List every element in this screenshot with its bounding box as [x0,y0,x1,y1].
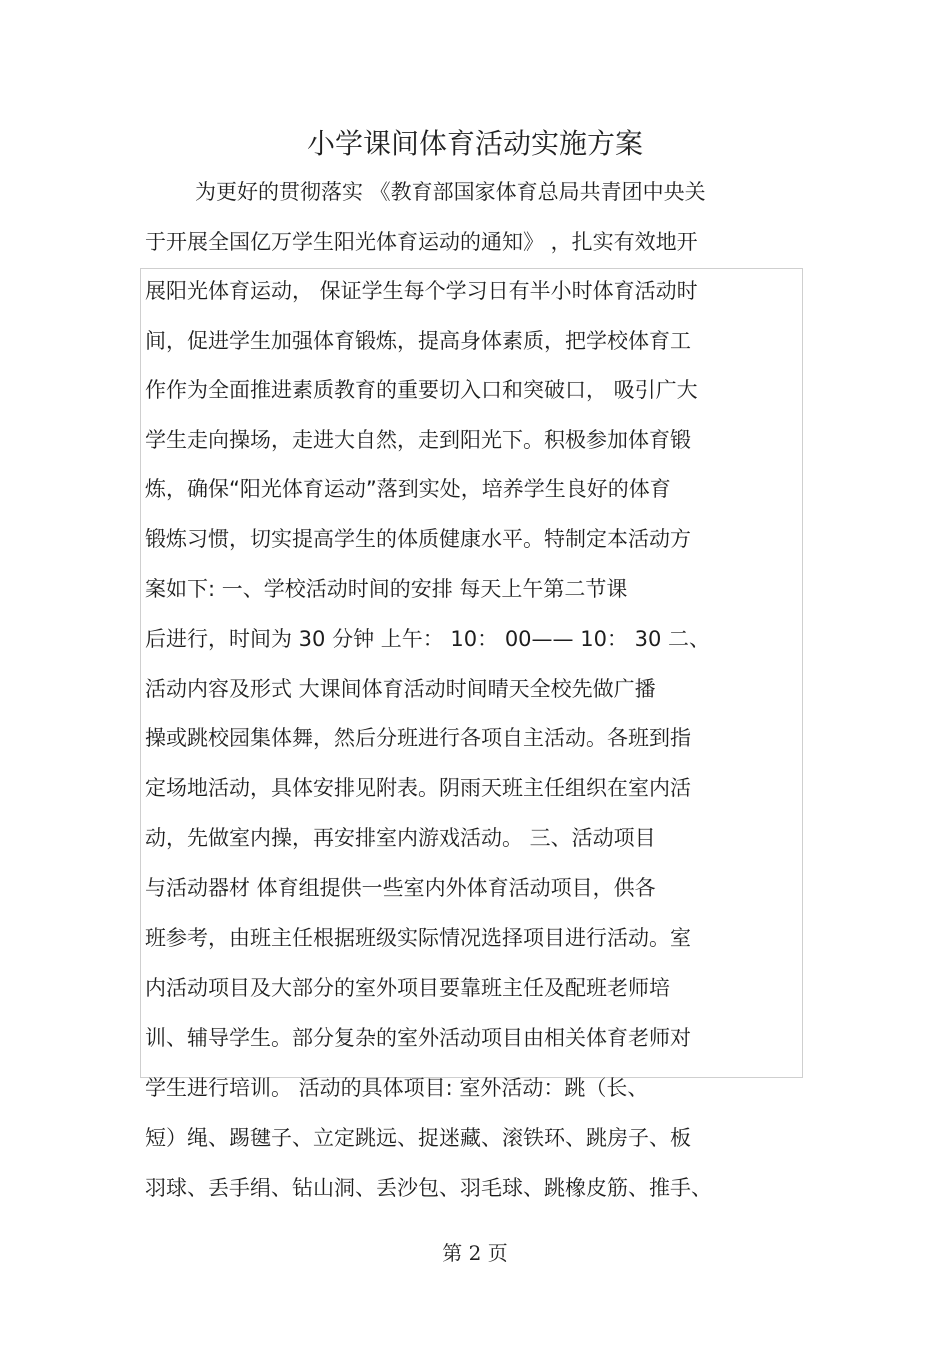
paragraph-line: 为更好的贯彻落实 《教育部国家体育总局共青团中央关 [195,180,706,204]
paragraph-line: 羽球、丢手绢、钻山洞、丢沙包、羽毛球、跳橡皮筋、推手、 [145,1176,712,1200]
paragraph-line: 间，促进学生加强体育锻炼，提高身体素质，把学校体育工 [145,329,691,353]
page-number: 第 2 页 [442,1241,508,1265]
paragraph-line: 训、辅导学生。部分复杂的室外活动项目由相关体育老师对 [145,1026,691,1050]
paragraph-line: 与活动器材 体育组提供一些室内外体育活动项目，供各 [145,876,656,900]
paragraph-line: 作作为全面推进素质教育的重要切入口和突破口， 吸引广大 [145,378,698,402]
document-title: 小学课间体育活动实施方案 [306,127,643,160]
paragraph-line: 活动内容及形式 大课间体育活动时间晴天全校先做广播 [145,677,656,701]
paragraph-line: 案如下: 一、学校活动时间的安排 每天上午第二节课 [145,577,628,601]
paragraph-line: 后进行，时间为 30 分钟 上午： 10： 00—— 10： 30 二、 [145,627,711,651]
paragraph-line: 炼，确保“阳光体育运动”落到实处，培养学生良好的体育 [145,477,671,501]
paragraph-line: 内活动项目及大部分的室外项目要靠班主任及配班老师培 [145,976,670,1000]
paragraph-line: 学生进行培训。 活动的具体项目: 室外活动：跳（长、 [145,1076,649,1100]
paragraph-line: 锻炼习惯，切实提高学生的体质健康水平。特制定本活动方 [145,527,691,551]
paragraph-line: 展阳光体育运动， 保证学生每个学习日有半小时体育活动时 [145,279,698,303]
paragraph-line: 操或跳校园集体舞，然后分班进行各项自主活动。各班到指 [145,726,691,750]
paragraph-line: 定场地活动，具体安排见附表。阴雨天班主任组织在室内活 [145,776,691,800]
paragraph-line: 班参考，由班主任根据班级实际情况选择项目进行活动。室 [145,926,691,950]
paragraph-line: 短）绳、踢毽子、立定跳远、捉迷藏、滚铁环、跳房子、板 [145,1126,691,1150]
paragraph-line: 动，先做室内操，再安排室内游戏活动。 三、活动项目 [145,826,656,850]
paragraph-line: 学生走向操场，走进大自然，走到阳光下。积极参加体育锻 [145,428,691,452]
paragraph-line: 于开展全国亿万学生阳光体育运动的通知》 ，扎实有效地开 [145,230,698,254]
